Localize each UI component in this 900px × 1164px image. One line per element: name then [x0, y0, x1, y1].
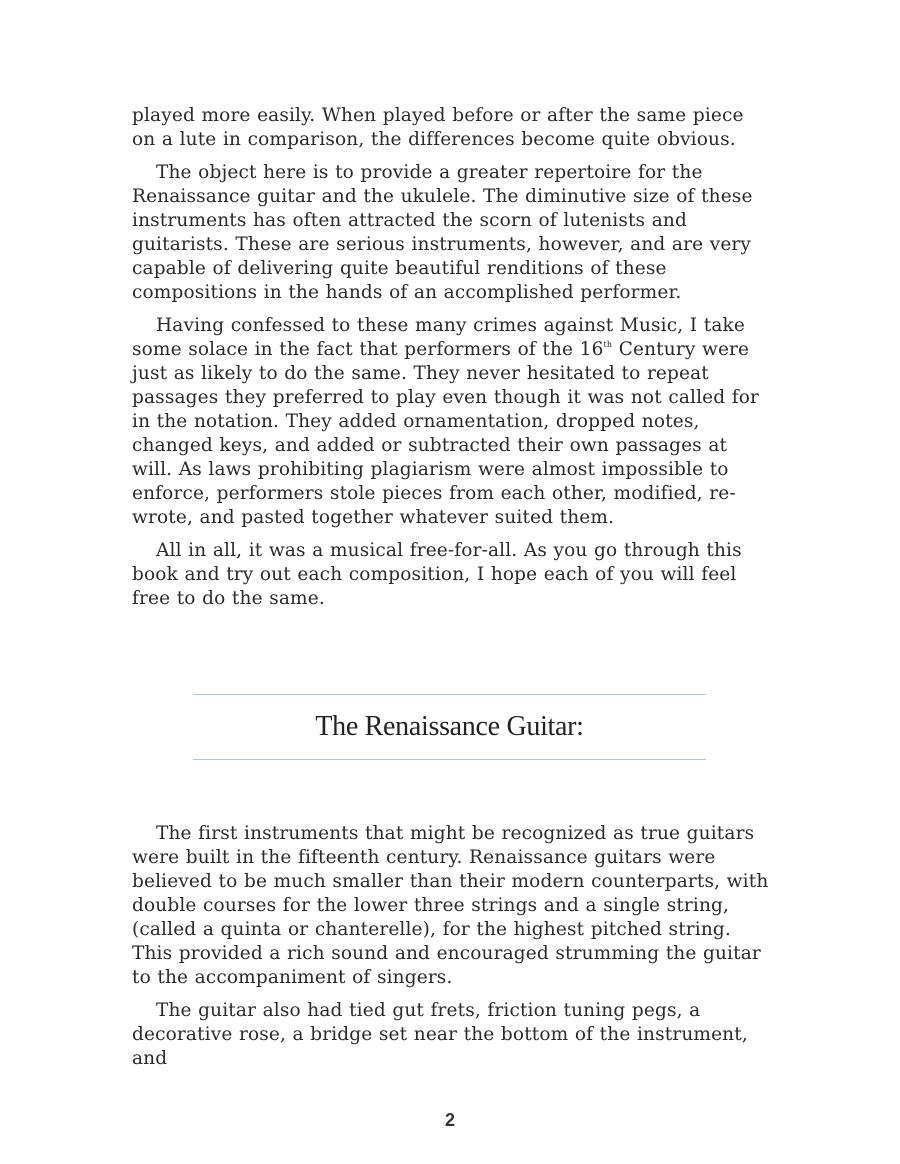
paragraph-continued: played more easily. When played before or after the same piece on a lute in comparison, the differences become quite obvious.: [132, 105, 744, 150]
paragraph-confession: [132, 314, 772, 530]
paragraph-guitar-features: The guitar also had tied gut frets, friction tuning pegs, a decorative rose, a bridge set near the bottom of the instrument, and: [132, 1000, 748, 1069]
section-heading-block: [193, 694, 706, 760]
ordinal-superscript: th: [603, 340, 613, 349]
paragraph-confession-part1: Having confessed to these many crimes against Music, I take some solace in the fact that performers of the 16: [132, 315, 746, 360]
paragraph-repertoire: The object here is to provide a greater repertoire for the Renaissance guitar and the ukulele. The diminutive size of these instruments has often attracted the scorn of lutenists and guitarists. These are serious instruments, however, and are very capable of delivering quite beautiful renditions of these compositions in the hands of an accomplished performer.: [132, 162, 753, 303]
body-text-top: [132, 104, 772, 620]
section-heading: The Renaissance Guitar:: [315, 711, 584, 742]
heading-bottom-rule: [193, 759, 706, 760]
body-text-section: [132, 822, 772, 1080]
paragraph-first-guitars: The first instruments that might be recognized as true guitars were built in the fifteenth century. Renaissance guitars were believed to be much smaller than their modern counterparts, with double courses for the lower three strings and a single string, (called a quinta or chanterelle), for the highest pitched string. This provided a rich sound and encouraged strumming the guitar to the accompaniment of singers.: [132, 823, 769, 988]
page-number: 2: [444, 1110, 455, 1130]
paragraph-free-for-all: All in all, it was a musical free-for-all. As you go through this book and try out each composition, I hope each of you will feel free to do the same.: [132, 540, 742, 609]
paragraph-confession-part2: Century were just as likely to do the same. They never hesitated to repeat passages they preferred to play even though it was not called for in the notation. They added ornamentation, dropped notes, changed keys, and added or subtracted their own passages at will. As laws prohibiting plagiarism were almost impossible to enforce, performers stole pieces from each other, modified, re-wrote, and pasted together whatever suited them.: [132, 339, 760, 528]
